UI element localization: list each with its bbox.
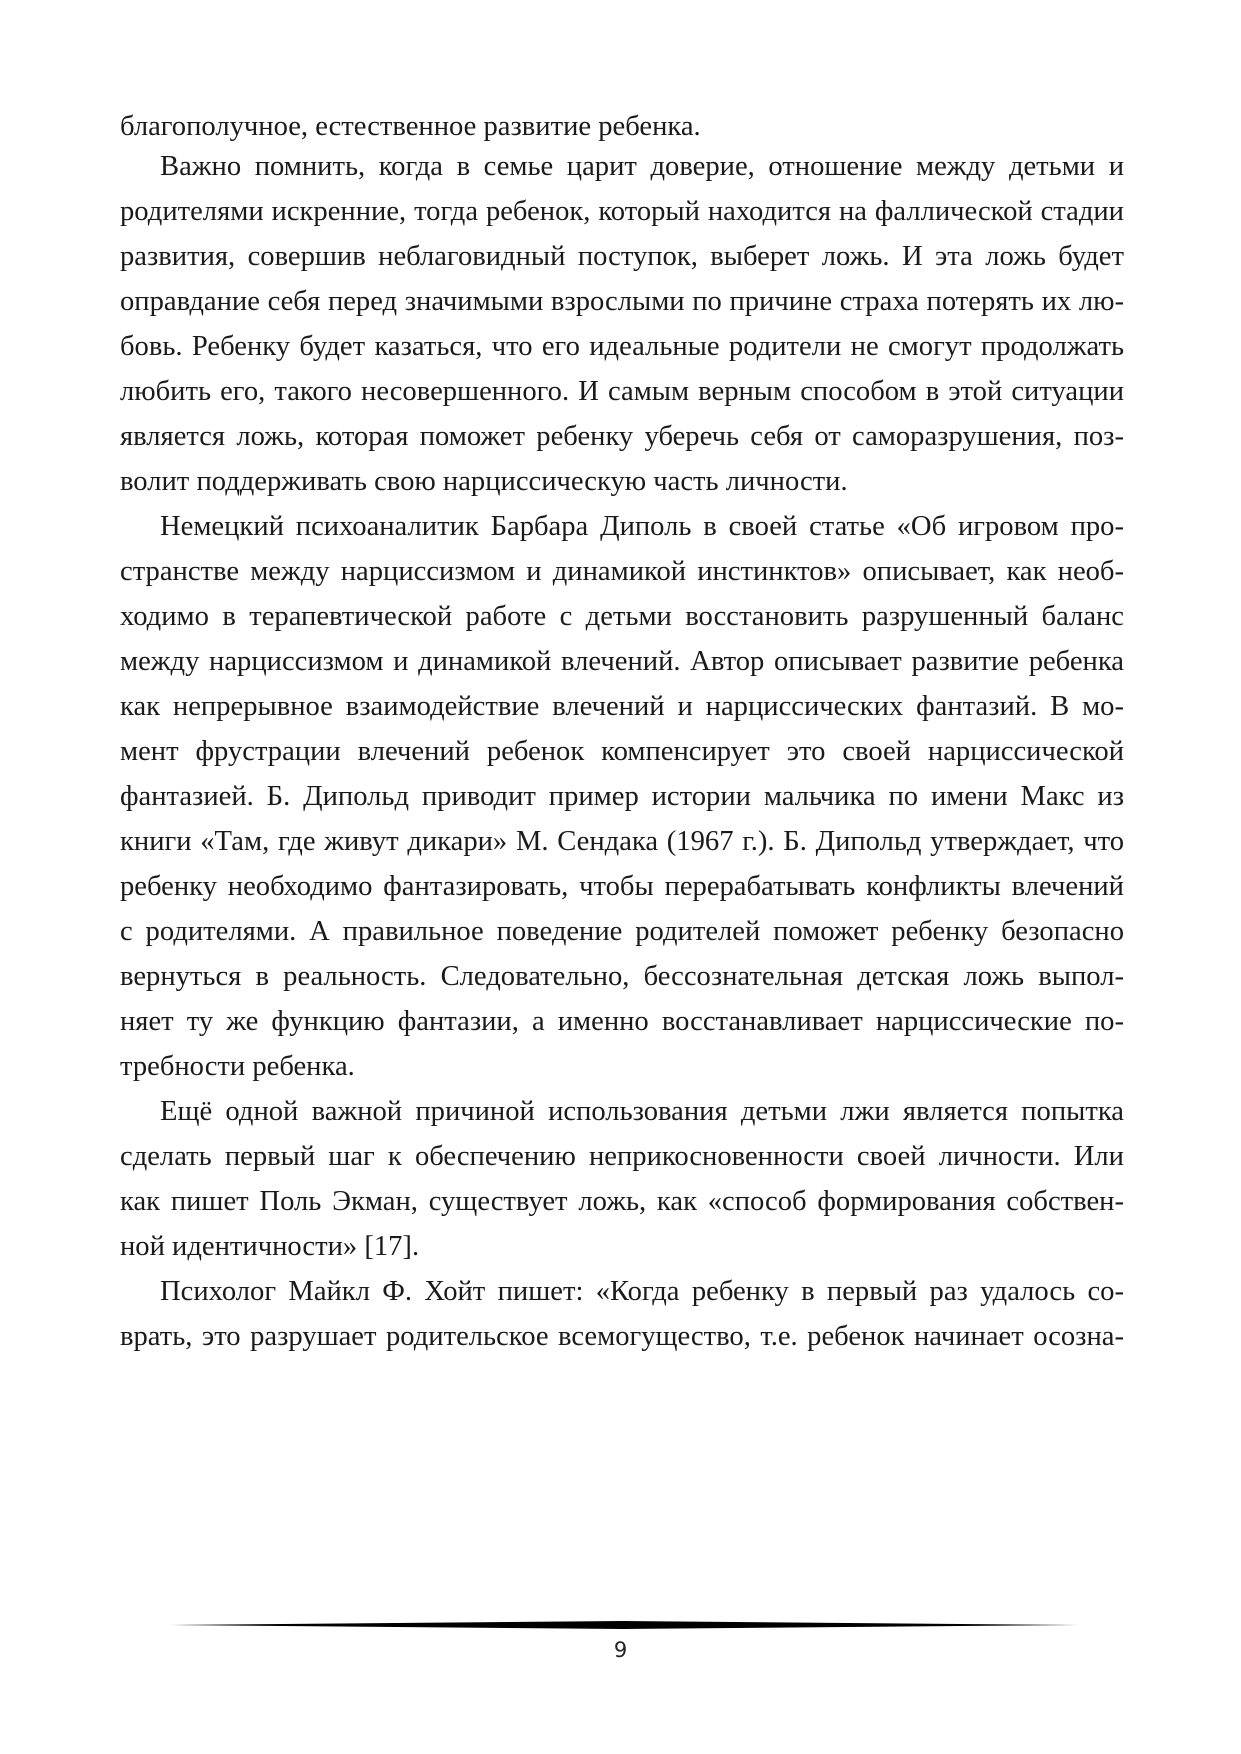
paragraph-last-line: ной идентичности» [17]. <box>120 1231 420 1262</box>
text-line: фантазией. Б. Дипольд приводит пример истории мальчика по имени Макс из <box>120 781 1124 812</box>
text-line: как пишет Поль Экман, существует ложь, как «способ формирования собствен- <box>120 1186 1124 1217</box>
text-line: оправдание себя перед значимыми взрослыми по причине страха потерять их лю- <box>120 286 1124 317</box>
paragraph-last-line: волит поддерживать свою нарциссическую часть личности. <box>120 466 848 497</box>
text-line: вернуться в реальность. Следовательно, бессознательная детская ложь выпол- <box>120 961 1124 992</box>
text-line: бовь. Ребенку будет казаться, что его идеальные родители не смогут продолжать <box>120 331 1124 362</box>
paragraph-first-line: Немецкий психоаналитик Барбара Диполь в своей статье «Об игровом про- <box>160 511 1124 542</box>
paragraph-last-line: требности ребенка. <box>120 1051 355 1082</box>
text-line: ходимо в терапевтической работе с детьми восстановить разрушенный баланс <box>120 601 1124 632</box>
paragraph-first-line: Важно помнить, когда в семье царит доверие, отношение между детьми и <box>160 151 1124 182</box>
text-line: с родителями. А правильное поведение родителей поможет ребенку безопасно <box>120 916 1124 947</box>
footer-divider <box>170 1619 1078 1631</box>
paragraph-first-line: Психолог Майкл Ф. Хойт пишет: «Когда ребенку в первый раз удалось со- <box>160 1276 1124 1307</box>
text-line: благополучное, естественное развитие ребенка. <box>120 111 701 142</box>
text-line: развития, совершив неблаговидный поступок, выберет ложь. И эта ложь будет <box>120 241 1124 272</box>
text-line: как непрерывное взаимодействие влечений и нарциссических фантазий. В мо- <box>120 691 1124 722</box>
text-line: ребенку необходимо фантазировать, чтобы перерабатывать конфликты влечений <box>120 871 1124 902</box>
page-number: 9 <box>613 1638 628 1662</box>
text-line: сделать первый шаг к обеспечению неприкосновенности своей личности. Или <box>120 1141 1124 1172</box>
text-line: няет ту же функцию фантазии, а именно восстанавливает нарциссические по- <box>120 1006 1124 1037</box>
text-line: мент фрустрации влечений ребенок компенсирует это своей нарциссической <box>120 736 1124 767</box>
text-line: книги «Там, где живут дикари» М. Сендака (1967 г.). Б. Дипольд утверждает, что <box>120 826 1124 857</box>
text-line: является ложь, которая поможет ребенку уберечь себя от саморазрушения, поз- <box>120 421 1124 452</box>
text-line: родителями искренние, тогда ребенок, который находится на фаллической стадии <box>120 196 1124 227</box>
paragraph-first-line: Ещё одной важной причиной использования детьми лжи является попытка <box>160 1096 1124 1127</box>
text-line: врать, это разрушает родительское всемогущество, т.е. ребенок начинает осозна- <box>120 1321 1124 1352</box>
text-line: между нарциссизмом и динамикой влечений. Автор описывает развитие ребенка <box>120 646 1124 677</box>
text-line: любить его, такого несовершенного. И самым верным способом в этой ситуации <box>120 376 1124 407</box>
text-line: странстве между нарциссизмом и динамикой инстинктов» описывает, как необ- <box>120 556 1124 587</box>
